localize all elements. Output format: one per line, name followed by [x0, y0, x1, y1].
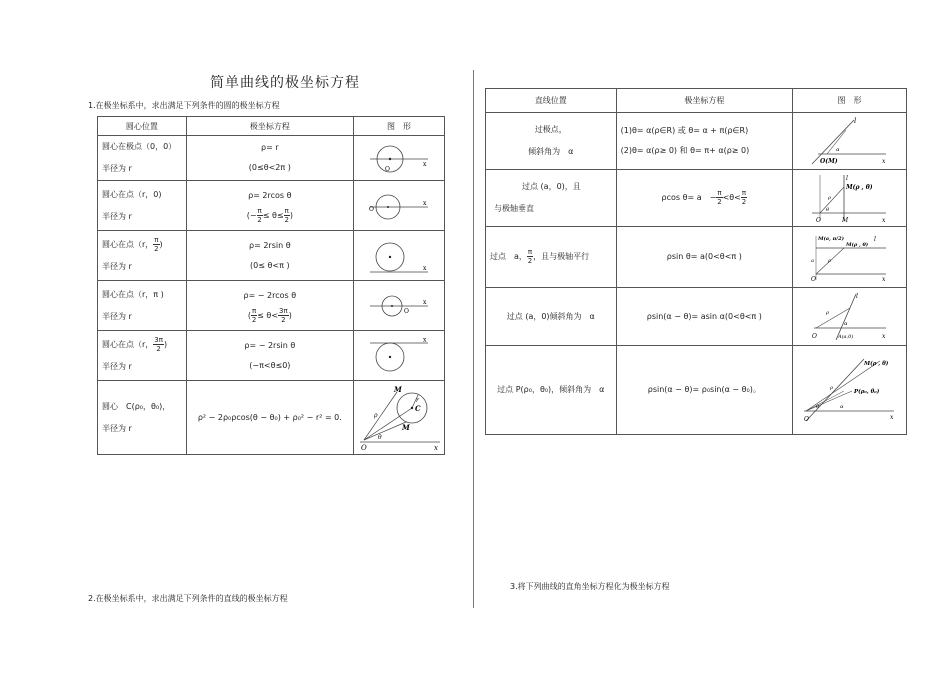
position-text: 过点 P(ρ₀，θ₀)，倾斜角为 α: [497, 385, 605, 394]
angle-text: 倾斜角为 α: [528, 147, 574, 156]
table-row: [98, 331, 445, 381]
table-header-row: [98, 117, 445, 136]
point-m-a-label: M(a, π/2): [817, 236, 844, 242]
header-equation: 极坐标方程: [186, 117, 353, 136]
origin-m-label: O(M): [819, 158, 838, 165]
origin-label: O: [403, 307, 409, 315]
m-lower-label: M: [401, 422, 410, 432]
equation: (1)θ= α(ρ∈R) 或 θ= α + π(ρ∈R): [620, 126, 749, 135]
section-2-heading: 2.在极坐标系中，求出满足下列条件的直线的极坐标方程: [88, 594, 288, 603]
x-axis-label: x: [881, 217, 885, 223]
rho-label: ρ: [827, 258, 831, 264]
theta-label: θ: [377, 433, 382, 441]
line-equation-table: [485, 88, 907, 435]
equation: ρsin(α − θ)= asin α(0<θ<π ): [646, 311, 762, 321]
position-text: 过极点，: [534, 125, 567, 134]
line-label: l: [853, 117, 856, 125]
a-label: a: [810, 258, 814, 264]
alpha-label: α: [835, 147, 839, 153]
rho-label: ρ: [373, 411, 378, 419]
header-figure: 图 形: [793, 89, 907, 113]
point-p-label: P(ρ₀, θ₀): [853, 389, 879, 395]
rho-label: ρ: [829, 385, 833, 391]
x-axis-label: x: [889, 414, 893, 421]
inclined-line-figure: [810, 292, 890, 342]
equation-range: (0≤θ<2π ): [248, 163, 291, 172]
table-row: [98, 181, 445, 231]
m-label: M: [841, 217, 848, 223]
general-line-figure: [800, 355, 900, 425]
alpha-label: α: [839, 404, 843, 410]
x-axis-label: x: [422, 336, 427, 343]
circle-below-pole-figure: [368, 336, 430, 376]
table-row: [486, 346, 907, 435]
table-row: [486, 113, 907, 170]
header-figure: 图 形: [353, 117, 444, 136]
position-text: 过点 (a，0)，且: [522, 182, 581, 191]
equation-range: (−π<θ≤0): [249, 360, 291, 370]
equation-range: ( $\frac{\pi}{2}$ ≤ θ< $\frac{3\pi}{2}$ ): [247, 306, 292, 324]
x-axis-label: x: [881, 332, 885, 340]
section-1-heading: 1.在极坐标系中，求出满足下列条件的圆的极坐标方程: [88, 101, 280, 110]
radius-text: 半径为 r: [102, 311, 132, 321]
line-label: l: [855, 292, 858, 300]
line-label: l: [873, 236, 876, 243]
x-axis-label: x: [433, 443, 438, 452]
equation-range: (0≤ θ<π ): [250, 260, 290, 270]
circle-at-pole-figure: [368, 141, 430, 175]
radius-label: r: [415, 396, 419, 404]
rho-label: ρ: [825, 309, 829, 316]
point-m-label: M(ρ , θ): [845, 184, 873, 191]
origin-label: O: [811, 332, 817, 340]
x-axis-label: x: [881, 276, 885, 282]
origin-label: O: [384, 166, 390, 173]
table-header-row: [486, 89, 907, 113]
table-row: [486, 227, 907, 288]
radius-text: 半径为 r: [102, 361, 132, 371]
theta-label: θ: [825, 207, 829, 213]
position-text: 过点 (a，0)倾斜角为 α: [506, 311, 595, 321]
radius-text: 半径为 r: [102, 423, 132, 433]
table-row: [486, 170, 907, 227]
equation-alt: (2)θ= α(ρ≥ 0) 和 θ= π+ α(ρ≥ 0): [620, 146, 750, 155]
m-label: M: [393, 384, 402, 394]
page-title: 简单曲线的极坐标方程: [210, 75, 360, 91]
header-position: 直线位置: [486, 89, 617, 113]
theta-label: θ: [815, 404, 819, 410]
table-row: [98, 231, 445, 281]
radius-text: 半径为 r: [102, 164, 132, 173]
point-m-label: M(ρ , θ): [845, 242, 868, 248]
radius-text: 半径为 r: [102, 211, 132, 221]
rho-label: ρ: [827, 195, 831, 201]
table-row: [98, 136, 445, 181]
equation: ρ= − 2rcos θ: [243, 290, 297, 300]
alpha-label: α: [843, 320, 847, 327]
origin-label: O: [360, 443, 367, 452]
equation: ρsin θ= a(0<θ<π ): [666, 252, 742, 261]
point-a-label: A(a,0): [837, 333, 853, 340]
x-axis-label: x: [422, 298, 427, 306]
equation: ρ= 2rsin θ: [249, 240, 291, 250]
horizontal-line-figure: [810, 232, 890, 282]
circle-on-polar-axis-figure: [368, 189, 430, 223]
x-axis-label: x: [881, 158, 885, 165]
circle-equation-table: [97, 116, 445, 455]
header-position: 圆心位置: [98, 117, 187, 136]
vertical-line-figure: [810, 173, 890, 223]
origin-label: O: [368, 205, 374, 213]
center-label: C: [414, 403, 421, 413]
origin-label: O: [810, 276, 816, 282]
general-circle-figure: [356, 384, 442, 452]
position-text: 圆心在极点（0，0）: [102, 142, 177, 151]
table-row: [98, 381, 445, 455]
origin-label: O: [815, 217, 821, 223]
circle-left-of-pole-figure: [368, 289, 430, 323]
equation: ρsin(α − θ)= ρ₀sin(α − θ₀)。: [647, 385, 761, 394]
column-divider: [473, 70, 474, 608]
position-text: 圆心在点（r， $\frac{3\pi}{2}$ ): [102, 335, 168, 353]
x-axis-label: x: [422, 264, 427, 272]
header-equation: 极坐标方程: [616, 89, 792, 113]
origin-label: O: [803, 416, 809, 423]
equation-range: (− $\frac{\pi}{2}$ ≤ θ≤ $\frac{\pi}{2}$ ): [246, 206, 293, 224]
position-text: 圆心 C(ρ₀，θ₀)，: [102, 401, 171, 411]
equation: ρ= 2rcos θ: [248, 190, 292, 200]
x-axis-label: x: [422, 161, 427, 168]
position-text: 过点 a， $\frac{\pi}{2}$ ，且与极轴平行: [490, 248, 590, 265]
position-text: 圆心在点（r，π ): [102, 289, 164, 299]
point-m-label: M(ρ , θ): [863, 361, 888, 367]
equation: ρcos θ= a − $\frac{\pi}{2}$ <θ< $\frac{\pi}{2}$: [661, 189, 747, 206]
line-through-pole-figure: [810, 116, 890, 166]
equation: ρ= r: [261, 143, 279, 152]
line-label: l: [845, 175, 848, 182]
x-axis-label: x: [422, 199, 427, 207]
equation: ρ= − 2rsin θ: [244, 340, 296, 350]
perpendicular-text: 与极轴垂直: [494, 204, 534, 213]
table-row: [486, 288, 907, 346]
radius-text: 半径为 r: [102, 261, 132, 271]
table-row: [98, 281, 445, 331]
equation: ρ² − 2ρ₀ρcos(θ − θ₀) + ρ₀² − r² = 0.: [197, 412, 342, 422]
section-3-heading: 3.将下列曲线的直角坐标方程化为极坐标方程: [510, 582, 670, 591]
position-text: 圆心在点（r，0): [102, 189, 162, 199]
position-text: 圆心在点（r， $\frac{\pi}{2}$ ): [102, 235, 163, 253]
circle-above-pole-figure: [368, 236, 430, 276]
